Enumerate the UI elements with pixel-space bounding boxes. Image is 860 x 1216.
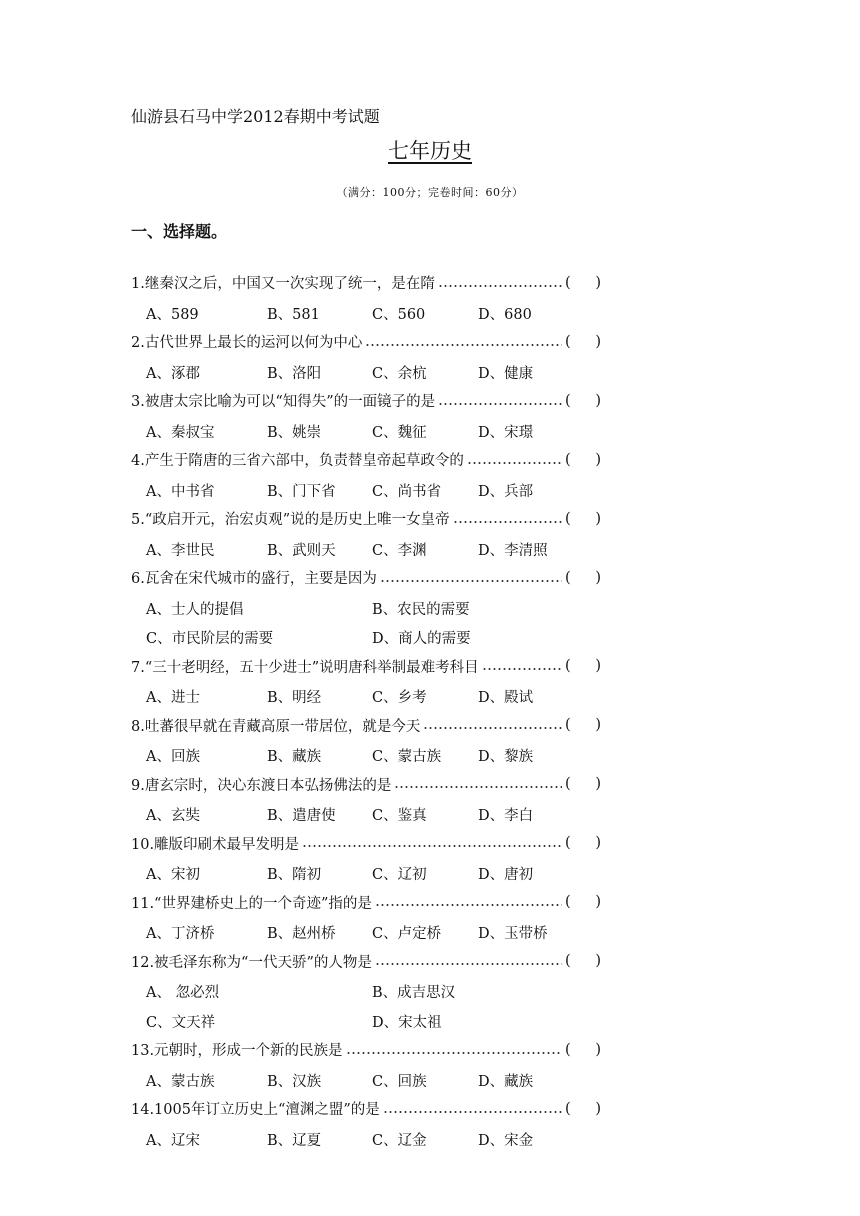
answer-blank[interactable] [565,776,601,792]
paren-close: ) [595,451,601,468]
answer-option[interactable]: C、乡考 [372,690,427,706]
answer-option[interactable]: B、辽夏 [267,1132,322,1149]
answer-option[interactable]: B、武则天 [267,542,336,559]
paren-close: ) [595,953,601,970]
answer-option[interactable]: C、魏征 [372,424,427,441]
answer-option[interactable]: B、成吉思汉 [372,985,456,1001]
answer-option[interactable]: B、藏族 [267,749,322,765]
paren-open: ( [565,776,571,793]
leader-dots [380,580,562,582]
answer-option[interactable]: B、姚崇 [267,424,322,441]
paren-open: ( [565,658,571,675]
options-row [131,681,601,711]
answer-option[interactable]: C、余杭 [372,365,427,382]
options-row [131,622,601,652]
answer-option[interactable]: A、蒙古族 [146,1073,215,1090]
answer-option[interactable]: A、589 [146,306,199,323]
question-stem-row [131,711,601,741]
paren-close: ) [595,333,601,350]
question-stem-row [131,327,601,357]
paren-open: ( [565,835,571,852]
paren-open: ( [565,451,571,468]
question-stem: 5.“政启开元，治宏贞观”说的是历史上唯一女皇帝 [131,512,450,529]
question-stem-row [131,386,601,416]
question-stem: 12.被毛泽东称为“一代天骄”的人物是 [131,954,372,971]
answer-option[interactable]: C、市民阶层的需要 [146,631,274,647]
answer-option[interactable]: C、回族 [372,1073,427,1090]
answer-option[interactable]: A、辽宋 [146,1132,200,1149]
options-row [131,858,601,888]
answer-option[interactable]: A、中书省 [146,483,215,500]
answer-option[interactable]: D、殿试 [478,690,534,706]
paren-close: ) [595,1100,601,1117]
options-row [131,1124,601,1154]
question-stem: 8.吐蕃很早就在青藏高原一带居位，就是今天 [131,718,421,735]
answer-option[interactable]: C、文天祥 [146,1014,216,1031]
paren-close: ) [595,569,601,586]
options-row [131,416,601,446]
question-stem: 4.产生于隋唐的三省六部中，负责替皇帝起草政令的 [131,453,464,470]
question-stem-row [131,1035,601,1065]
paren-open: ( [565,953,571,970]
answer-option[interactable]: C、辽初 [372,867,427,883]
answer-blank[interactable] [565,894,601,910]
answer-blank[interactable] [565,717,601,733]
leader-dots [453,521,562,523]
answer-blank[interactable] [565,953,601,969]
paren-open: ( [565,717,571,734]
options-row [131,799,601,829]
paren-close: ) [595,717,601,734]
answer-option[interactable]: D、李白 [478,808,534,824]
answer-option[interactable]: A、丁济桥 [146,926,215,942]
question-stem: 7.“三十老明经，五十少进士”说明唐科举制最难考科目 [131,659,479,676]
options-row [131,593,601,623]
paren-close: ) [595,510,601,527]
leader-dots [375,963,562,965]
page-title: 七年历史 [388,139,472,163]
answer-option[interactable]: C、尚书省 [372,483,442,500]
answer-option[interactable]: D、商人的需要 [372,631,471,647]
answer-option[interactable]: D、李清照 [478,542,548,559]
paren-open: ( [565,274,571,291]
leader-dots [438,403,562,405]
options-row [131,475,601,505]
answer-option[interactable]: C、李渊 [372,542,427,559]
answer-option[interactable]: B、明经 [267,690,322,706]
answer-blank[interactable] [565,334,601,350]
paren-close: ) [595,776,601,793]
leader-dots [302,845,562,847]
leader-dots [423,727,562,729]
answer-option[interactable]: D、黎族 [478,749,534,765]
options-row [131,740,601,770]
paren-open: ( [565,510,571,527]
paren-close: ) [595,835,601,852]
answer-blank[interactable] [565,511,601,527]
answer-option[interactable]: A、李世民 [146,542,215,559]
paren-open: ( [565,569,571,586]
school-header: 仙游县石马中学2012春期中考试题 [131,107,380,126]
answer-blank[interactable] [565,658,601,674]
answer-blank[interactable] [565,452,601,468]
question-stem-row [131,268,601,298]
answer-option[interactable]: D、680 [478,306,532,323]
question-stem-row [131,770,601,800]
answer-option[interactable]: D、健康 [478,365,534,382]
answer-blank[interactable] [565,835,601,851]
paren-open: ( [565,894,571,911]
answer-option[interactable]: A、秦叔宝 [146,424,215,441]
answer-option[interactable]: A、 忽必烈 [146,985,220,1001]
answer-option[interactable]: C、蒙古族 [372,749,442,765]
leader-dots [482,668,562,670]
paren-open: ( [565,333,571,350]
paren-close: ) [595,392,601,409]
answer-option[interactable]: C、鉴真 [372,808,427,824]
options-row [131,298,601,328]
question-stem-row [131,1094,601,1124]
question-stem-row [131,563,601,593]
question-stem-row [131,445,601,475]
paren-open: ( [565,1100,571,1117]
question-stem: 13.元朝时，形成一个新的民族是 [131,1043,343,1060]
question-stem: 10.雕版印刷术最早发明是 [131,836,300,853]
answer-option[interactable]: B、赵州桥 [267,926,336,942]
question-stem-row [131,652,601,682]
paren-close: ) [595,274,601,291]
leader-dots [394,786,562,788]
answer-option[interactable]: D、藏族 [478,1073,534,1090]
question-stem: 14.1005年订立历史上“澶渊之盟”的是 [131,1102,380,1119]
question-stem: 3.被唐太宗比喻为可以“知得失”的一面镜子的是 [131,394,436,411]
question-list [131,268,601,1153]
question-stem: 9.唐玄宗时，决心东渡日本弘扬佛法的是 [131,777,392,794]
answer-option[interactable]: C、卢定桥 [372,926,442,942]
question-stem-row [131,947,601,977]
answer-option[interactable]: D、兵部 [478,483,534,500]
leader-dots [365,344,562,346]
answer-blank[interactable] [565,275,601,291]
answer-option[interactable]: D、宋太祖 [372,1014,442,1031]
options-row [131,1006,601,1036]
answer-blank[interactable] [565,393,601,409]
question-stem-row [131,888,601,918]
section-heading: 一、选择题。 [131,222,228,241]
answer-option[interactable]: C、560 [372,306,426,323]
answer-option[interactable]: A、玄奘 [146,808,200,824]
question-stem: 1.继秦汉之后，中国又一次实现了统一，是在隋 [131,276,435,293]
answer-option[interactable]: D、唐初 [478,867,534,883]
answer-option[interactable]: A、宋初 [146,867,200,883]
answer-option[interactable]: A、进士 [146,690,200,706]
question-stem-row [131,829,601,859]
answer-option[interactable]: C、辽金 [372,1132,427,1149]
answer-option[interactable]: A、士人的提倡 [146,601,244,618]
answer-blank[interactable] [565,570,601,586]
paren-open: ( [565,392,571,409]
leader-dots [346,1052,562,1054]
exam-info: （满分：100分；完卷时间：60分） [336,186,524,199]
answer-option[interactable]: B、汉族 [267,1073,322,1090]
options-row [131,917,601,947]
options-row [131,357,601,387]
paren-close: ) [595,894,601,911]
answer-option[interactable]: B、581 [267,306,320,323]
paren-close: ) [595,658,601,675]
leader-dots [467,462,562,464]
answer-option[interactable]: B、洛阳 [267,365,322,382]
paren-open: ( [565,1041,571,1058]
paren-close: ) [595,1041,601,1058]
options-row [131,976,601,1006]
options-row [131,534,601,564]
answer-option[interactable]: B、门下省 [267,483,336,500]
answer-option[interactable]: A、涿郡 [146,365,200,382]
answer-blank[interactable] [565,1101,601,1117]
answer-option[interactable]: A、回族 [146,749,200,765]
question-stem: 6.瓦舍在宋代城市的盛行，主要是因为 [131,571,377,588]
answer-option[interactable]: D、宋金 [478,1132,534,1149]
answer-blank[interactable] [565,1042,601,1058]
question-stem-row [131,504,601,534]
leader-dots [375,904,562,906]
leader-dots [383,1111,562,1113]
options-row [131,1065,601,1095]
answer-option[interactable]: B、遣唐使 [267,808,336,824]
answer-option[interactable]: D、玉带桥 [478,926,548,942]
leader-dots [438,285,562,287]
answer-option[interactable]: B、隋初 [267,867,322,883]
question-stem: 2.古代世界上最长的运河以何为中心 [131,335,363,352]
question-stem: 11.“世界建桥史上的一个奇迹”指的是 [131,895,372,912]
answer-option[interactable]: D、宋璟 [478,424,534,441]
answer-option[interactable]: B、农民的需要 [372,601,470,618]
